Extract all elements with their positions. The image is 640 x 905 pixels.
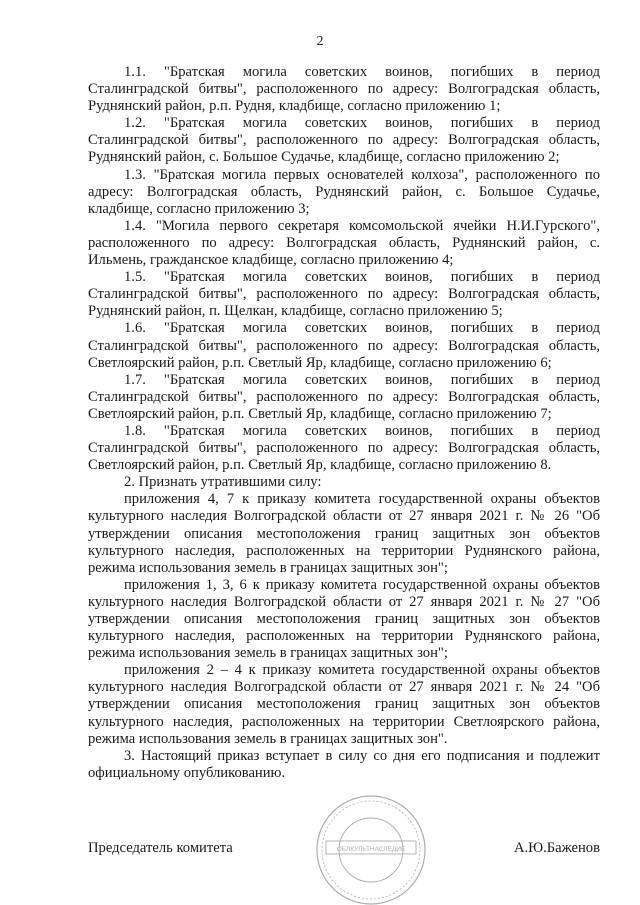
paragraph-1-3: 1.3. "Братская могила первых основателей колхоза", расположенного по адресу: Волгоградская область, Руднянский район, с. Большое Судачье, кладбище, согласно приложению 3; (88, 166, 600, 217)
paragraph-1-8: 1.8. "Братская могила советских воинов, погибших в период Сталинградской битвы", расположенного по адресу: Волгоградская область, Светлоярский район, р.п. Светлый Яр, кладбище, согласно приложению 8. (88, 422, 600, 474)
signatory-name: А.Ю.Баженов (513, 840, 600, 856)
seal-stamp-icon (306, 790, 436, 905)
signatory-title: Председатель комитета (88, 840, 233, 856)
paragraph-2-item-1: приложения 4, 7 к приказу комитета государственной охраны объектов культурного наследия Волгоградской области от 27 января 2021 г. № 26 "Об утверждении описания местоположения границ защитных зон объектов культурного наследия, расположенных на территории Руднянского района, режима использования земель в границах защитных зон"; (88, 491, 600, 576)
paragraph-1-6: 1.6. "Братская могила советских воинов, погибших в период Сталинградской битвы", расположенного по адресу: Волгоградская область, Светлоярский район, р.п. Светлый Яр, кладбище, согласно приложению 6; (88, 320, 600, 371)
paragraph-3: 3. Настоящий приказ вступает в силу со дня его подписания и подлежит официальному опубликованию. (88, 747, 600, 781)
paragraph-1-1: 1.1. "Братская могила советских воинов, погибших в период Сталинградской битвы", расположенного по адресу: Волгоградская область, Руднянский район, р.п. Рудня, кладбище, согласно приложению 1; (88, 64, 600, 115)
paragraph-2: 2. Признать утратившими силу: (124, 474, 322, 491)
paragraph-2-item-3: приложения 2 – 4 к приказу комитета государственной охраны объектов культурного наследия Волгоградской области от 27 января 2021 г. № 24 "Об утверждении описания местоположения границ защитных зон объектов культурного наследия, расположенных на территории Светлоярского района, режима использования земель в границах защитных зон". (88, 662, 600, 747)
page-number: 2 (316, 34, 324, 49)
paragraph-1-2: 1.2. "Братская могила советских воинов, погибших в период Сталинградской битвы", расположенного по адресу: Волгоградская область, Руднянский район, с. Большое Судачье, кладбище, согласно приложению 2; (88, 115, 600, 166)
paragraph-1-4: 1.4. "Могила первого секретаря комсомольской ячейки Н.И.Гурского", расположенного по адресу: Волгоградская область, Руднянский район, с. Ильмень, гражданское кладбище, согласно приложению 4; (88, 217, 600, 269)
paragraph-2-item-2: приложения 1, 3, 6 к приказу комитета государственной охраны объектов культурного наследия Волгоградской области от 27 января 2021 г. № 27 "Об утверждении описания местоположения границ защитных зон объектов культурного наследия, расположенных на территории Руднянского района, режима использования земель в границах защитных зон"; (88, 576, 600, 662)
paragraph-1-5: 1.5. "Братская могила советских воинов, погибших в период Сталинградской битвы", расположенного по адресу: Волгоградская область, Руднянский район, п. Щелкан, кладбище, согласно приложению 5; (88, 269, 600, 320)
seal-text: ОБЛКУЛЬТНАСЛЕДИЕ (336, 846, 406, 853)
paragraph-1-7: 1.7. "Братская могила советских воинов, погибших в период Сталинградской битвы", расположенного по адресу: Волгоградская область, Светлоярский район, р.п. Светлый Яр, кладбище, согласно приложению 7; (88, 371, 600, 422)
document-body (88, 64, 600, 782)
